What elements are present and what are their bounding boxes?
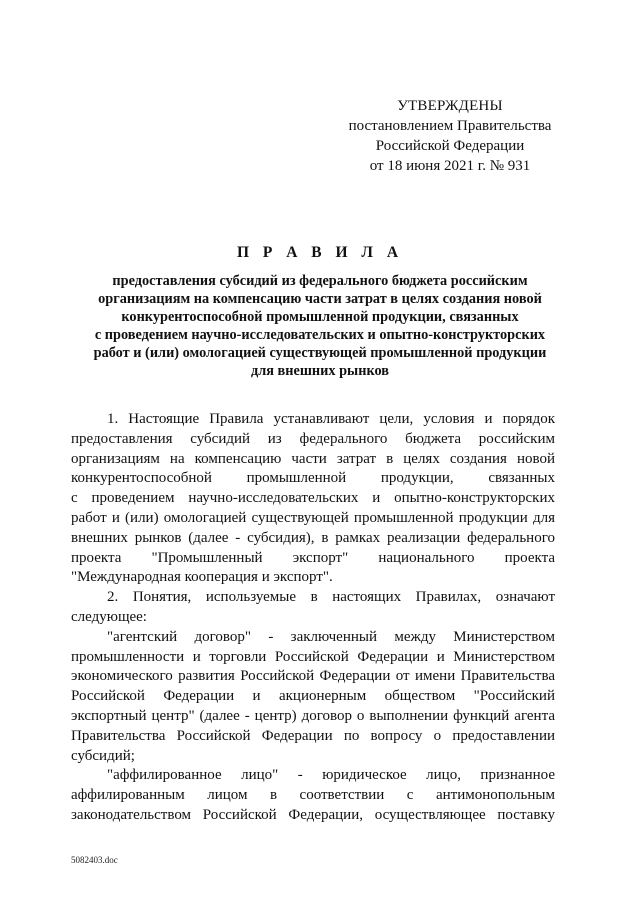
subtitle-line: работ и (или) омологацией существующей промышленной продукции (93, 345, 547, 361)
paragraph-1-line: организациям на компенсацию части затрат в целях создания новой (71, 450, 555, 467)
document-body (71, 410, 555, 826)
approval-line-2: Российской Федерации (375, 138, 525, 154)
approval-line-1: постановлением Правительства (348, 118, 552, 134)
definition-agency-line: Правительства Российской Федерации по вопросу о предоставлении (71, 727, 555, 744)
definition-affiliate-line: аффилированным лицом в соответствии с антимонопольным (71, 787, 555, 804)
subtitle-line: с проведением научно-исследовательских и опытно-конструкторских (94, 327, 546, 343)
subtitle-line: для внешних рынков (250, 363, 390, 379)
definition-agency-line: экспортный центр" (далее - центр) договор о выполнении функций агента (71, 707, 555, 724)
paragraph-1-line: конкурентоспособной промышленной продукции, связанных (71, 470, 555, 487)
paragraph-1-line: внешних рынков (далее - субсидия), в рамках реализации федерального (71, 529, 555, 546)
definition-agency-line: экономического развития Российской Федерации от имени Правительства (71, 668, 555, 685)
document-subtitle (60, 272, 580, 380)
paragraph-1-line: с проведением научно-исследовательских и опытно-конструкторских (71, 490, 555, 507)
paragraph-1-line: работ и (или) омологацией существующей промышленной продукции для (71, 509, 555, 526)
approval-stamp (330, 96, 570, 176)
paragraph-2-line: 2. Понятия, используемые в настоящих Правилах, означают (107, 589, 555, 606)
subtitle-line: организациям на компенсацию части затрат в целях создания новой (98, 291, 542, 307)
document-title: П Р А В И Л А (236, 244, 404, 261)
subtitle-line: предоставления субсидий из федерального бюджета российским (112, 273, 528, 289)
approval-line-3: от 18 июня 2021 г. № 931 (369, 158, 531, 174)
definition-agency-line: субсидий; (71, 747, 135, 764)
definition-agency-line: "агентский договор" - заключенный между Министерством (107, 628, 555, 645)
paragraph-1-line: проекта "Промышленный экспорт" национального проекта (71, 549, 555, 566)
definition-agency-line: промышленности и торговли Российской Федерации и Министерством (71, 648, 555, 665)
approval-heading: УТВЕРЖДЕНЫ (397, 98, 503, 114)
file-name-footer: 5082403.doc (71, 855, 118, 865)
paragraph-2-line: следующее: (71, 608, 147, 625)
definition-affiliate-line: законодательством Российской Федерации, осуществляющее поставку (71, 806, 555, 823)
definition-agency-line: Российской Федерации и акционерным обществом "Российский (71, 688, 555, 705)
definition-affiliate-line: "аффилированное лицо" - юридическое лицо, признанное (107, 767, 555, 784)
paragraph-1-line: 1. Настоящие Правила устанавливают цели, условия и порядок (107, 411, 555, 427)
paragraph-1-line: предоставления субсидий из федерального бюджета российским (71, 430, 555, 447)
subtitle-line: конкурентоспособной промышленной продукции, связанных (121, 309, 519, 325)
paragraph-1-line: "Международная кооперация и экспорт". (71, 569, 333, 586)
